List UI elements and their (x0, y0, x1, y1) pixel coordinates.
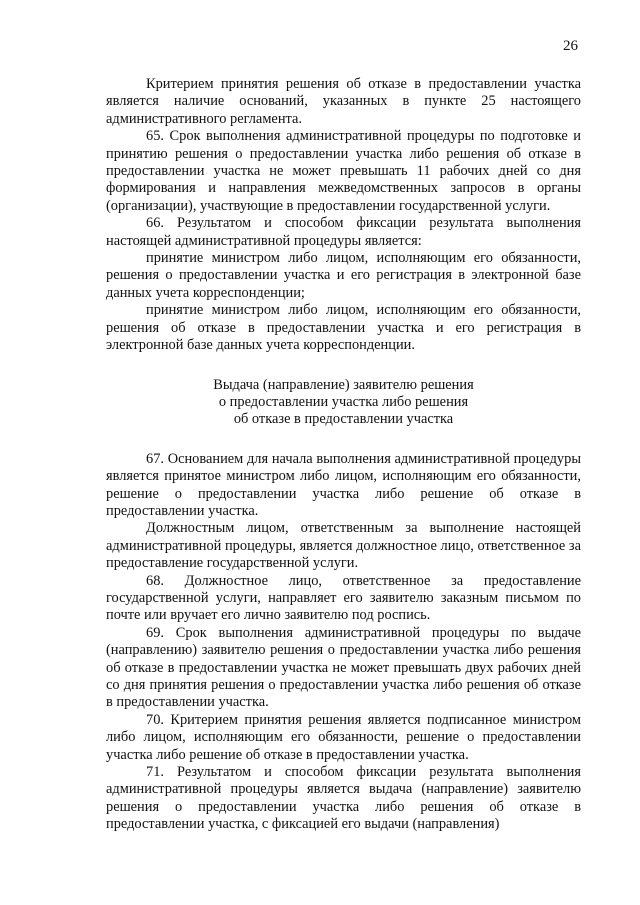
section-heading-line: о предоставлении участка либо решения (218, 393, 469, 410)
section-heading (106, 377, 581, 429)
paragraph: 67. Основанием для начала выполнения административной процедуры является принятое министром либо лицом, исполняющим его обязанности, решение о предоставлении участка либо решение об отказе в предоставлении участка. (106, 450, 581, 519)
paragraph: 66. Результатом и способом фиксации результата выполнения настоящей административной процедуры является: (106, 215, 581, 249)
paragraph: 65. Срок выполнения административной процедуры по подготовке и принятию решения о предоставлении участка либо решения об отказе в предоставлении участка не может превышать 11 рабочих дней со дня формирования и направления межведомственных запросов в органы (организации), участвующие в предоставлении государственной услуги. (106, 128, 581, 214)
paragraph: 71. Результатом и способом фиксации результата выполнения административной процедуры является выдача (направление) заявителю решения о предоставлении участка либо решения об отказе в предоставлении участка, с фиксацией его выдачи (направления) (106, 764, 581, 833)
paragraph: принятие министром либо лицом, исполняющим его обязанности, решения об отказе в предоставлении участка и его регистрация в электронной базе данных учета корреспонденции. (106, 302, 581, 354)
page-number: 26 (563, 38, 578, 54)
paragraph: принятие министром либо лицом, исполняющим его обязанности, решения о предоставлении участка и его регистрация в электронной базе данных учета корреспонденции; (106, 250, 581, 301)
paragraph: 69. Срок выполнения административной процедуры по выдаче (направлению) заявителю решения о предоставлении участка либо решения об отказе в предоставлении участка не может превышать двух рабочих дней со дня принятия решения о предоставлении участка либо решения об отказе в предоставлении участка. (106, 624, 581, 711)
section-heading-line: Выдача (направление) заявителю решения (213, 376, 474, 393)
document-body (106, 76, 581, 834)
paragraph: Должностным лицом, ответственным за выполнение настоящей административной процедуры, является должностное лицо, ответственное за предоставление государственной услуги. (106, 520, 581, 572)
paragraph: Критерием принятия решения об отказе в предоставлении участка является наличие оснований, указанных в пункте 25 настоящего административного регламента. (106, 76, 581, 127)
paragraph: 70. Критерием принятия решения является подписанное министром либо лицом, исполняющим его обязанности, решение о предоставлении участка либо решение об отказе в предоставлении участка. (106, 711, 581, 763)
paragraph: 68. Должностное лицо, ответственное за предоставление государственной услуги, направляет его заявителю заказным письмом по почте или вручает его лично заявителю под роспись. (106, 572, 581, 624)
section-heading-line: об отказе в предоставлении участка (233, 411, 454, 428)
